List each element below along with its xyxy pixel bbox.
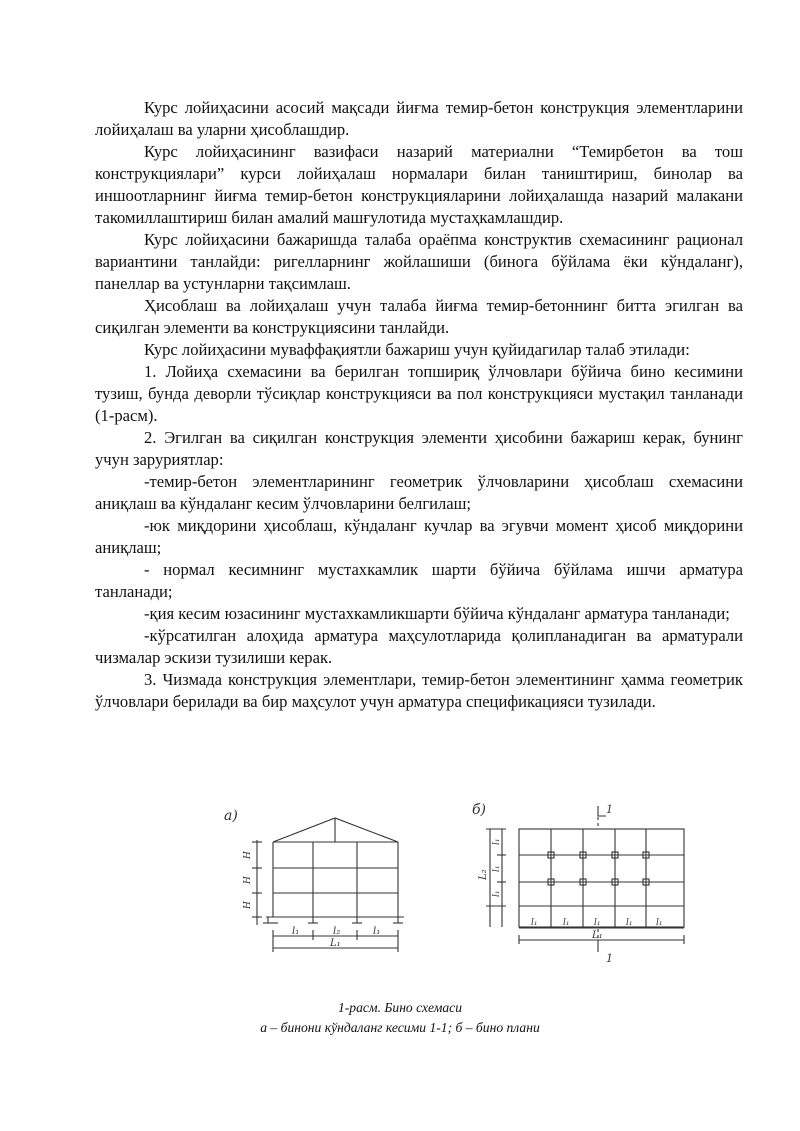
list-item-3: 3. Чизмада конструкция элементлари, темир-бетон элементининг ҳамма геометрик ўлчовлари берилади ва бир маҳсулот учун арматура спецификацияси тузилади. <box>95 670 743 711</box>
section-mark-bottom: 1 <box>606 952 613 965</box>
caption-title: 1-расм. Бино схемаси <box>337 1000 463 1015</box>
plan-drawing <box>486 806 684 952</box>
label-a: а) <box>224 808 238 824</box>
dim-plan-bottom-1: l₁ <box>531 918 538 928</box>
label-b: б) <box>472 802 487 818</box>
caption-subtitle: а – бинони кўндаланг кесими 1-1; б – бино плани <box>260 1020 540 1035</box>
list-item-2: 2. Эгилган ва сиқилган конструкция элементи ҳисобини бажариш керак, бунинг учун заруриятлар: <box>95 428 743 469</box>
document-body <box>95 97 743 713</box>
dim-plan-bottom-4: l₁ <box>626 918 633 928</box>
cross-section-drawing <box>252 818 404 952</box>
sub-item-normal-section: - нормал кесимнинг мустахкамлик шарти бўйича бўйлама ишчи арматура танланади; <box>95 560 743 601</box>
list-item-1: 1. Лойиҳа схемасини ва берилган топшириқ ўлчовлари бўйича бино кесимини тузиш, бунда деворли тўсиқлар конструкцияси ва пол конструкцияси мустақил танланади (1-расм). <box>95 362 743 425</box>
figure-building-scheme <box>0 790 800 990</box>
sub-item-drawings: -кўрсатилган алоҳида арматура маҳсулотларида қолипланадиган ва арматурали чизмалар эскизи тузилиши керак. <box>95 626 743 667</box>
dim-plan-bottom-5: l₁ <box>656 918 663 928</box>
paragraph-task: Курс лойиҳасининг вазифаси назарий материални “Темирбетон ва тош конструкциялари” курси лойиҳалаш нормалари билан таништириш, бинолар ва иншоотларнинг йиғма темир-бетон конструкцияларини лойиҳалашда назарий малакани такомиллаштириш билан амалий машғулотида мустаҳкамлашдир. <box>95 142 743 227</box>
sub-item-geometry: -темир-бетон элементларининг геометрик ўлчовларини ҳисоблаш схемасини аниқлаш ва кўндаланг кесим ўлчовларини белгилаш; <box>95 472 743 513</box>
sub-item-loads: -юк миқдорини ҳисоблаш, кўндаланг кучлар ва эгувчи момент ҳисоб миқдорини аниқлаш; <box>95 516 743 557</box>
figure-caption <box>0 998 800 1038</box>
dim-l1-right: l₁ <box>373 926 381 937</box>
dim-L2-plan: L₂ <box>478 869 489 880</box>
dim-h-1: H <box>243 851 253 859</box>
dim-l-plan-2: l₁ <box>492 865 502 872</box>
dim-plan-bottom-2: l₁ <box>563 918 570 928</box>
dim-l-plan-1: l₁ <box>492 838 502 845</box>
paragraph-scheme: Курс лойиҳасини бажаришда талаба ораёпма конструктив схемасининг рационал вариантини танлайди: ригелларнинг жойлашиши (бинога бўйлама ёки кўндаланг), панеллар ва устунларни тақсимлаш. <box>95 230 743 293</box>
paragraph-purpose: Курс лойиҳасини асосий мақсади йиғма темир-бетон конструкция элементларини лойиҳалаш ва уларни ҳисоблашдир. <box>95 98 743 139</box>
dim-L1-total: L₁ <box>330 938 341 949</box>
dim-h-3: H <box>243 901 253 909</box>
dim-h-2: H <box>243 876 253 884</box>
dim-plan-bottom-3: l₁ <box>594 918 601 928</box>
paragraph-requirements: Курс лойиҳасини муваффақиятли бажариш учун қуйидагилар талаб этилади: <box>144 340 690 359</box>
building-scheme-drawing <box>0 790 800 990</box>
sub-item-inclined-section: -қия кесим юзасининг мустахкамликшарти бўйича кўндаланг арматура танланади; <box>144 604 730 623</box>
dim-l2-mid: l₂ <box>333 926 341 937</box>
section-mark-top: 1 <box>606 803 613 816</box>
dim-l1-left: l₁ <box>292 926 300 937</box>
paragraph-selection: Ҳисоблаш ва лойиҳалаш учун талаба йиғма темир-бетоннинг битта эгилган ва сиқилган элементи ва конструкциясини танлайди. <box>95 296 743 337</box>
dim-l-plan-3: l₁ <box>492 890 502 897</box>
dim-L1-plan: L₁ <box>592 930 603 941</box>
